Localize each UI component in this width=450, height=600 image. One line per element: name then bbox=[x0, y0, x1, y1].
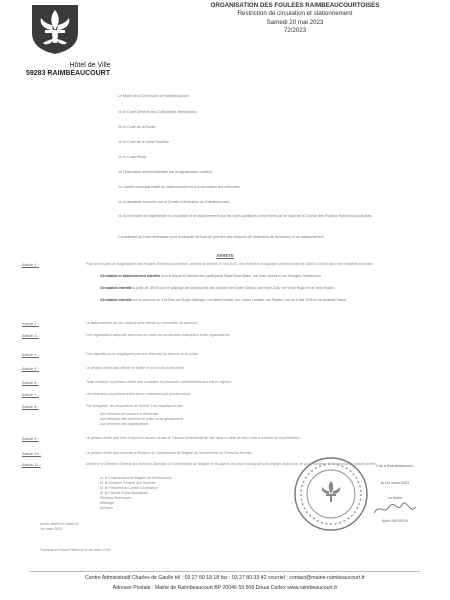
article-4-text: Ces dispositions ne s'appliquent pas aux véhicules de secours et de police. bbox=[86, 352, 199, 356]
title-line-1: ORGANISATION DES FOULEES RAIMBEAUCOURTOISES bbox=[210, 2, 380, 9]
article-5-label: Article 5 : bbox=[22, 366, 39, 371]
recipient-item: - Archives bbox=[98, 506, 113, 510]
title-line-3: Samedi 20 mai 2023 bbox=[266, 18, 324, 26]
article-10-label: Article 10 : bbox=[22, 451, 41, 456]
article-2-label: Article 2 : bbox=[22, 321, 39, 326]
preamble-paragraph: Considérant qu'il est nécessaire pour la sécurité de tous de prendre des mesures de restriction de circulation et de stationnement bbox=[118, 235, 324, 239]
recipient-item: - M. le Directeur Général des Services bbox=[98, 481, 156, 485]
signature-block bbox=[360, 464, 430, 524]
article-1-label: Article 1 : bbox=[22, 262, 39, 267]
article-2-text: Le stationnement de tout véhicule sera interdit sur l'ensemble du parcours. bbox=[86, 321, 198, 325]
article-10-text: Le présent arrêté sera transmis à Monsieur le Commandant de Brigade de Gendarmerie de Flines-lez-Raches. bbox=[86, 451, 253, 455]
article-9-label: Article 9 : bbox=[22, 436, 39, 441]
bullet-text: sur le parcours de 2 et 5 km rue Roger Salengro, rue Alfred Kastler, rue Lucien Lemaire, rue Pasteur, rue du 8 Mai 1945 et rue Anatole France. bbox=[132, 298, 347, 302]
bullet-head: Circulation et stationnement interdits bbox=[100, 274, 161, 278]
bullet-text: pour le départ et l'arrivée des participants Place Rose-Blanc, rue Jean Jaurès et rue Georges Clemenceau. bbox=[161, 274, 322, 278]
org-address: 59283 RAIMBEAUCOURT bbox=[26, 70, 111, 77]
preamble-line: Vu le Code de la Route, bbox=[118, 125, 157, 129]
arrete-heading: ARRETE bbox=[216, 253, 234, 258]
article-3-text: Une signalisation adéquate sera mise en place par les services municipaux et les organisateurs. bbox=[86, 333, 231, 337]
article-8-bullet: - aux véhicules de secours et d'incendie bbox=[98, 412, 159, 416]
mairie-stamp-seal bbox=[292, 455, 370, 533]
article-8-text: Par dérogation, les dispositions de l'article 1 ne s'appliquent pas : bbox=[86, 404, 184, 408]
recipient-item: - M. le Président du Comité d'Animation bbox=[98, 486, 158, 490]
article-5-text: Le présent arrêté sera affiché en Mairie et sur les lieux concernés. bbox=[86, 366, 186, 370]
article-6-label: Article 6 : bbox=[22, 380, 39, 385]
article-9-text: Le présent arrêté peut faire l'objet d'un recours devant le Tribunal Administratif de Lille dans un délai de deux mois à compter de sa publication. bbox=[86, 436, 301, 440]
handwritten-signature bbox=[372, 501, 418, 517]
bullet-head: Circulation interdite bbox=[100, 298, 133, 302]
posting-note bbox=[40, 522, 190, 531]
article-8-label: Article 8 : bbox=[22, 404, 39, 409]
footer-contact-line: Centre Administratif Charles de Gaulle tél : 03 27 80 18 18 fax : 03 27 80 33 42 courriel : contact@mairie-raimbeaucourt.fr bbox=[85, 575, 365, 581]
preamble-line: Vu l'instruction interministérielle sur la signalisation routière, bbox=[118, 170, 213, 174]
signature-date: le 1er mars 2023 bbox=[380, 481, 410, 485]
title-line-2: Restriction de circulation et stationnement bbox=[237, 10, 353, 18]
article-7-text: Les infractions au présent arrêté seront constatées par procès-verbal. bbox=[86, 392, 191, 396]
transmission-note: Transmis en Sous-Préfecture le 1er mars 2023 bbox=[40, 548, 111, 552]
bullet-text: à partir de 15h00 pour le passage des participants des courses rue Daniel Deleau, rue Emile Zola, rue Victor Hugo et rue Jean Moulin. bbox=[132, 286, 335, 290]
preamble-line: Vu le Code Pénal, bbox=[118, 155, 147, 159]
org-name: Hôtel de Ville bbox=[69, 62, 111, 69]
article-7-label: Article 7 : bbox=[22, 392, 39, 397]
fleur-de-lis-logo bbox=[30, 3, 80, 55]
bullet-head: Circulation interdite bbox=[100, 286, 133, 290]
preamble-paragraph: Vu la nécessité de réglementer la circulation et le stationnement sur les voies publiques concernées par le tracé de la Course des Foulées Raimbeaucourtoises, bbox=[118, 214, 373, 218]
article-8-bullet: - aux véhicules des organisateurs bbox=[98, 422, 149, 426]
preamble-line: Le Maire de la Commune de Raimbeaucourt, bbox=[118, 94, 190, 98]
recipient-item: - M. le Chef de Police Municipale bbox=[98, 491, 148, 495]
article-11-label: Article 11 : bbox=[22, 462, 41, 467]
article-6-text: Toute infraction au présent arrêté sera constatée et poursuivie conformément aux lois en vigueur. bbox=[86, 380, 232, 384]
article-1-bullet bbox=[100, 274, 420, 278]
posting-note-date: 1er mars 2023 bbox=[40, 526, 62, 531]
title-line-4: 72/2023 bbox=[283, 27, 307, 35]
preamble-line: Vu l'arrêté municipal relatif au stationnement et à la circulation des véhicules, bbox=[118, 185, 241, 189]
article-11-text: Monsieur le Directeur Général des Services, Monsieur le Commandant de Brigade et les agents de police municipale sont chargés chacun en ce qui le concerne de l'exécution du présent arrêté. bbox=[86, 462, 377, 466]
article-4-label: Article 4 : bbox=[22, 352, 39, 357]
mayor-name: Alain MESSON bbox=[382, 519, 408, 523]
recipient-item: - M. le Commandant de Brigade de Gendarmerie bbox=[98, 476, 172, 480]
preamble-line: Vu le Code Général des Collectivités Territoriales, bbox=[118, 110, 197, 114]
article-8-bullet: - aux véhicules des services de police et de gendarmerie bbox=[98, 417, 184, 421]
signature-role: Le Maire bbox=[387, 496, 403, 500]
preamble-line: Vu la demande formulée par le Comité d'Animation de Raimbeaucourt, bbox=[118, 200, 231, 204]
posting-note-line: Arrêté affiché en Mairie le bbox=[40, 522, 79, 526]
article-3-label: Article 3 : bbox=[22, 333, 39, 338]
footer-address-line: Adresse Postale : Mairie de Raimbeaucourt BP 20046 59 509 Douai Cedex www.raimbeaucourt.fr bbox=[112, 585, 338, 591]
recipient-item: - Affichage bbox=[98, 501, 114, 505]
article-1-text: Pour les besoins de l'organisation des Foulées Raimbeaucourtoises, prévues le samedi 20 mai 2023, une restriction temporaire sera instaurée de 14h00 à 19h00 selon les modalités suivantes : bbox=[86, 262, 375, 266]
article-1-bullet bbox=[100, 286, 420, 290]
article-1-bullet bbox=[100, 298, 420, 302]
recipient-item: - Services Techniques bbox=[98, 496, 132, 500]
document-title-block bbox=[180, 2, 410, 36]
preamble-line: Vu le Code de la Voirie Routière, bbox=[118, 140, 171, 144]
footer-divider bbox=[30, 571, 420, 572]
signature-place: Fait à Raimbeaucourt, bbox=[376, 464, 414, 468]
